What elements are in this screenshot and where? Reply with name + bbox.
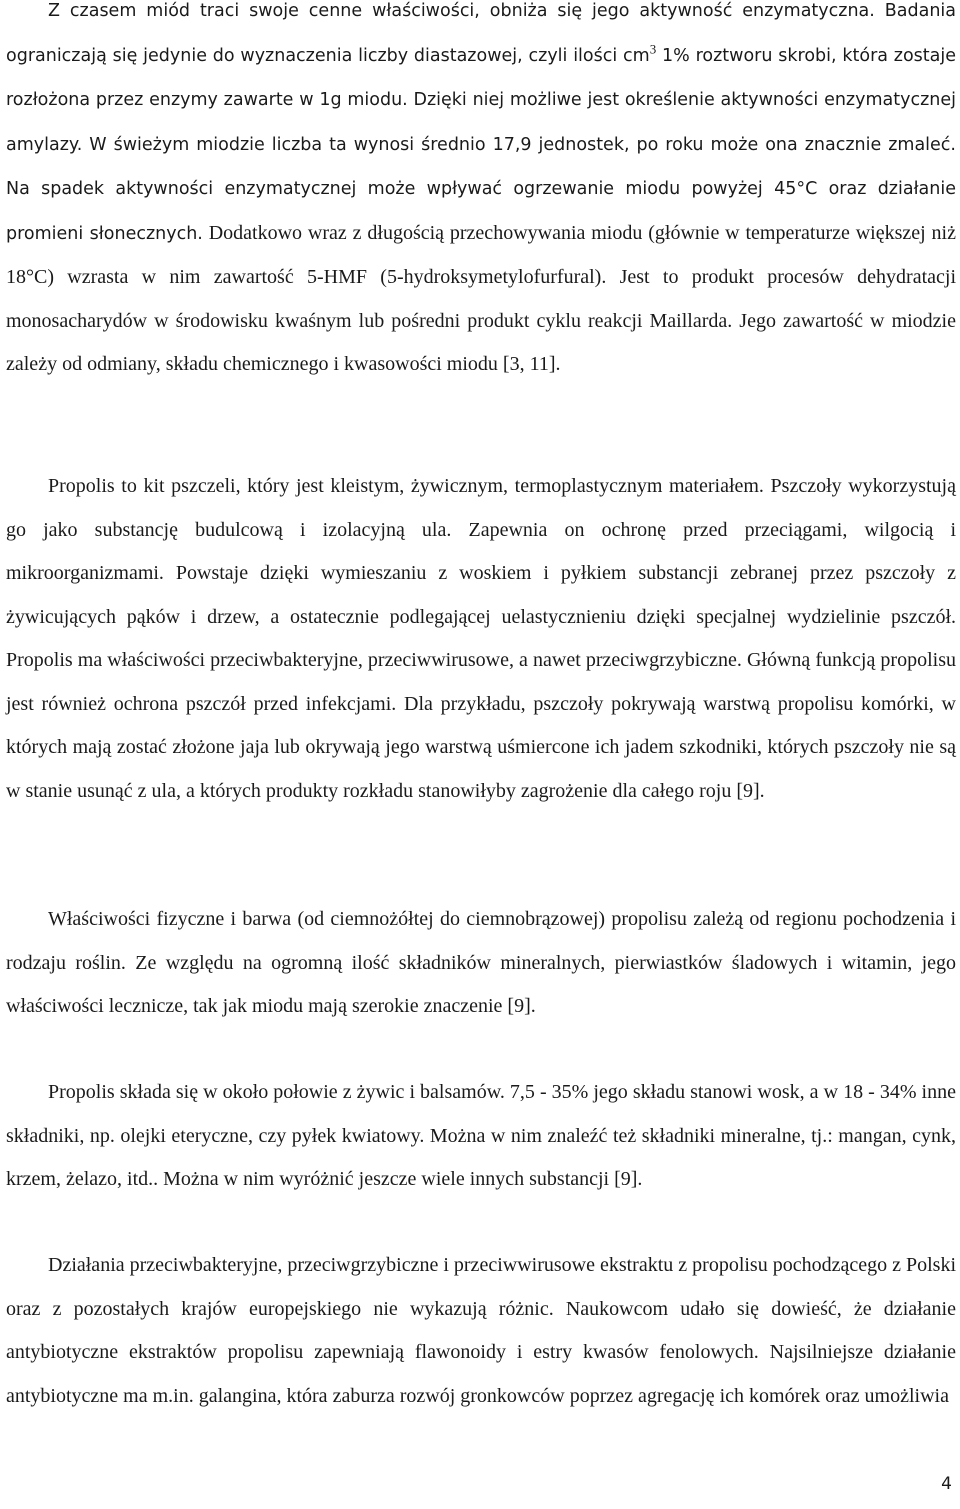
superscript: 3 xyxy=(649,40,657,56)
paragraph-text: Z czasem miód traci swoje cenne właściwości, obniża się jego aktywność enzymatyczna. Badania ograniczają się jedynie do wyznaczenia liczby diastazowej, czyli ilości cm xyxy=(6,1,956,66)
page-number: 4 xyxy=(941,1474,952,1494)
paragraph-honey-enzymes xyxy=(6,0,956,387)
paragraph-propolis-antibacterial: Działania przeciwbakteryjne, przeciwgrzybiczne i przeciwwirusowe ekstraktu z propolisu pochodzącego z Polski oraz z pozostałych krajów europejskiego nie wykazują różnic. Naukowcom udało się dowieść, że działanie antybiotyczne ekstraktów propolisu zapewniają flawonoidy i estry kwasów fenolowych. Najsilniejsze działanie antybiotyczne ma m.in. galangina, która zaburza rozwój gronkowców poprzez agregację ich komórek oraz umożliwia xyxy=(6,1254,956,1407)
paragraph-propolis-composition: Propolis składa się w około połowie z żywic i balsamów. 7,5 - 35% jego składu stanowi wosk, a w 18 - 34% inne składniki, np. olejki eteryczne, czy pyłek kwiatowy. Można w nim znaleźć też składniki mineralne, tj.: mangan, cynk, krzem, żelazo, itd.. Można w nim wyróżnić jeszcze wiele innych substancji [9]. xyxy=(6,1081,956,1190)
paragraph-text: Dodatkowo wraz z długością przechowywania miodu (głównie w temperaturze większej niż 18°C) wzrasta w nim zawartość 5-HMF (5-hydroksymetylofurfural). Jest to produkt procesów dehydratacji monosacharydów w środowisku kwaśnym lub pośredni produkt cyklu reakcji Maillarda. Jego zawartość w miodzie zależy od odmiany, składu chemicznego i kwasowości miodu [3, 11]. xyxy=(6,221,956,375)
paragraph-text: 1% roztworu skrobi, która zostaje rozłożona przez enzymy zawarte w 1g miodu. Dzięki niej możliwe jest określenie aktywności enzymatycznej amylazy. W świeżym miodzie liczba ta wynosi średnio 17,9 jednostek, po roku może ona znacznie zmaleć. Na spadek aktywności enzymatycznej może wpływać ogrzewanie miodu powyżej 45°C oraz działanie promieni słonecznych. xyxy=(6,45,957,244)
paragraph-propolis-definition: Propolis to kit pszczeli, który jest kleistym, żywicznym, termoplastycznym materiałem. Pszczoły wykorzystują go jako substancję budulcową i izolacyjną ula. Zapewnia on ochronę przed przeciągami, wilgocią i mikroorganizmami. Powstaje dzięki wymieszaniu z woskiem i pyłkiem substancji zebranej przez pszczoły z żywicujących pąków i drzew, a ostatecznie podlegającej uelastycznieniu dzięki specjalnej wydzielinie pszczół. Propolis ma właściwości przeciwbakteryjne, przeciwwirusowe, a nawet przeciwgrzybiczne. Główną funkcją propolisu jest również ochrona pszczół przed infekcjami. Dla przykładu, pszczoły pokrywają warstwą propolisu komórki, w których mają zostać złożone jaja lub okrywają jego warstwą uśmiercone ich jadem szkodniki, których pszczoły nie są w stanie usunąć z ula, a których produkty rozkładu stanowiłyby zagrożenie dla całego roju [9]. xyxy=(6,475,956,802)
paragraph-propolis-properties: Właściwości fizyczne i barwa (od ciemnożółtej do ciemnobrązowej) propolisu zależą od regionu pochodzenia i rodzaju roślin. Ze względu na ogromną ilość składników mineralnych, pierwiastków śladowych i witamin, jego właściwości lecznicze, tak jak miodu mają szerokie znaczenie [9]. xyxy=(6,908,956,1017)
